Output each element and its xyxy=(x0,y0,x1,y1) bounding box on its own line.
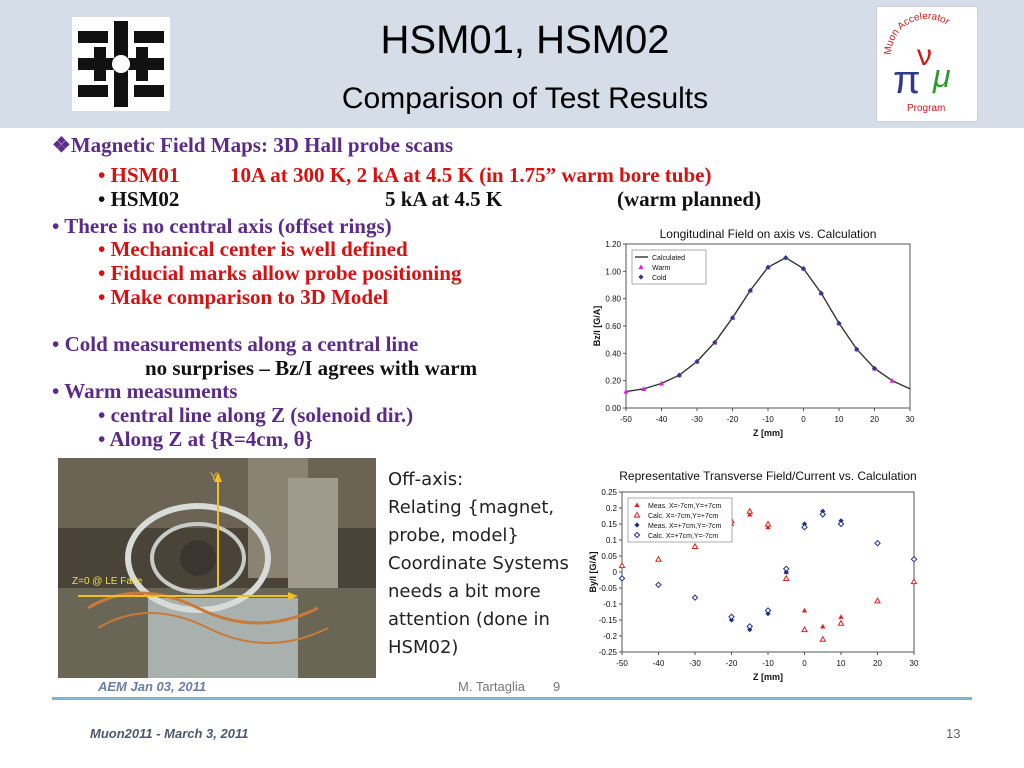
y-tick-label: 0.1 xyxy=(605,536,617,545)
y-tick-label: 1.00 xyxy=(605,267,621,277)
off-axis-line: Off-axis: xyxy=(388,469,464,490)
x-tick-label: -40 xyxy=(652,659,665,668)
x-tick-label: -50 xyxy=(616,659,628,668)
legend-entry: Meas. X=-7cm,Y=+7cm xyxy=(648,503,722,510)
y-tick-label: -0.05 xyxy=(598,584,617,593)
y-tick-label: -0.15 xyxy=(598,616,617,625)
page-subtitle: Comparison of Test Results xyxy=(341,82,709,115)
chart-title: Representative Transverse Field/Current vs. Calculation xyxy=(619,469,917,483)
magnet-photo xyxy=(58,458,376,678)
x-tick-label: -10 xyxy=(762,659,774,668)
off-axis-line: attention (done in xyxy=(388,609,550,630)
chart-transverse-svg xyxy=(586,468,932,690)
y-tick-label: 0.00 xyxy=(605,404,621,413)
y-tick-label: 0.15 xyxy=(601,520,617,529)
x-tick-label: -40 xyxy=(655,415,668,424)
x-axis-label: Z [mm] xyxy=(753,672,783,682)
pi-glyph: π xyxy=(893,58,921,102)
logo-text-top: Muon Accelerator xyxy=(882,10,952,56)
legend-entry: Calculated xyxy=(652,255,686,262)
y-tick-label: 0 xyxy=(612,568,617,577)
x-tick-label: -10 xyxy=(762,415,774,424)
x-tick-label: 20 xyxy=(873,659,882,668)
x-tick-label: 0 xyxy=(801,415,806,424)
legend-entry: Cold xyxy=(652,275,667,282)
chart-longitudinal-svg xyxy=(588,226,922,448)
fermilab-logo xyxy=(72,17,170,111)
chart-longitudinal xyxy=(588,226,922,448)
x-tick-label: 20 xyxy=(870,415,879,424)
legend-entry: Calc. X=-7cm,Y=+7cm xyxy=(648,513,719,520)
embedded-slide-author: M. Tartaglia xyxy=(458,679,525,694)
off-axis-line: needs a bit more xyxy=(388,581,541,602)
bullet-fiducial-marks: • Fiducial marks allow probe positioning xyxy=(98,261,462,285)
x-tick-label: 0 xyxy=(802,659,807,668)
y-tick-label: -0.2 xyxy=(603,632,617,641)
legend-entry: Meas. X=+7cm,Y=-7cm xyxy=(648,523,722,530)
chart-transverse xyxy=(586,468,932,690)
x-tick-label: -50 xyxy=(620,415,632,424)
mu-glyph: μ xyxy=(933,58,951,94)
off-axis-note xyxy=(388,466,569,662)
bullet-mechanical-center: • Mechanical center is well defined xyxy=(98,237,408,261)
y-tick-label: -0.1 xyxy=(603,600,617,609)
y-tick-label: -0.25 xyxy=(598,648,617,657)
photo-label-y: Y xyxy=(210,471,218,483)
bullet-along-z: • Along Z at {R=4cm, θ} xyxy=(98,427,313,451)
x-tick-label: -20 xyxy=(725,659,738,668)
off-axis-line: Coordinate Systems xyxy=(388,553,569,574)
y-axis-label: Bz/I [G/A] xyxy=(592,305,602,347)
y-tick-label: 0.05 xyxy=(601,552,617,561)
embedded-slide-page: 9 xyxy=(553,679,561,694)
bullet-warm-measurements: • Warm measuments xyxy=(52,379,238,403)
slide-header xyxy=(0,0,1024,128)
y-axis-label: By/I [G/A] xyxy=(588,551,598,593)
y-tick-label: 0.2 xyxy=(605,504,617,513)
chart-title: Longitudinal Field on axis vs. Calculation xyxy=(659,227,877,241)
x-tick-label: 10 xyxy=(836,659,846,668)
x-tick-label: -30 xyxy=(689,659,701,668)
bullet-hsm01-text: 10A at 300 K, 2 kA at 4.5 K (in 1.75” warm bore tube) xyxy=(230,163,712,187)
y-tick-label: 0.20 xyxy=(605,376,621,386)
x-tick-label: 10 xyxy=(834,415,844,424)
page-number: 13 xyxy=(946,726,961,741)
y-tick-label: 0.40 xyxy=(605,349,621,359)
embedded-slide-date: AEM Jan 03, 2011 xyxy=(98,679,207,694)
off-axis-line: HSM02) xyxy=(388,637,459,658)
bullet-central-line: • central line along Z (solenoid dir.) xyxy=(98,403,414,427)
bullet-no-surprises: no surprises – Bz/I agrees with warm xyxy=(145,356,478,380)
bullet-hsm01-name: • HSM01 xyxy=(98,163,180,187)
bullet-3d-model: • Make comparison to 3D Model xyxy=(98,285,389,309)
x-axis-label: Z [mm] xyxy=(753,428,783,438)
nu-glyph: ν xyxy=(917,39,932,72)
bullet-hsm02-name: • HSM02 xyxy=(98,187,180,211)
bullet-hsm02-note: (warm planned) xyxy=(617,187,762,211)
footer-text: Muon2011 - March 3, 2011 xyxy=(90,726,249,741)
muon-accelerator-program-logo xyxy=(876,6,978,122)
bullet-cold-measurements: • Cold measurements along a central line xyxy=(52,332,419,356)
legend-entry: Warm xyxy=(652,265,671,272)
off-axis-line: probe, model} xyxy=(388,525,519,546)
x-tick-label: 30 xyxy=(905,415,915,424)
page-title: HSM01, HSM02 xyxy=(380,18,670,62)
x-tick-label: -20 xyxy=(726,415,739,424)
legend-entry: Calc. X=+7cm,Y=-7cm xyxy=(648,533,719,540)
x-tick-label: 30 xyxy=(909,659,919,668)
bullet-magnetic-maps: ❖Magnetic Field Maps: 3D Hall probe scans xyxy=(52,133,454,157)
y-tick-label: 0.25 xyxy=(601,488,617,497)
off-axis-line: Relating {magnet, xyxy=(388,497,555,518)
y-tick-label: 0.60 xyxy=(605,322,621,331)
footer-divider xyxy=(52,697,972,700)
bullet-hsm02-text: 5 kA at 4.5 K xyxy=(385,187,503,211)
x-tick-label: -30 xyxy=(691,415,703,424)
photo-label-face: Z=0 @ LE Face xyxy=(72,576,143,587)
logo-text-bottom: Program xyxy=(907,103,946,114)
y-tick-label: 1.20 xyxy=(605,240,621,249)
bullet-no-central-axis: • There is no central axis (offset rings) xyxy=(52,214,392,238)
y-tick-label: 0.80 xyxy=(605,294,621,304)
